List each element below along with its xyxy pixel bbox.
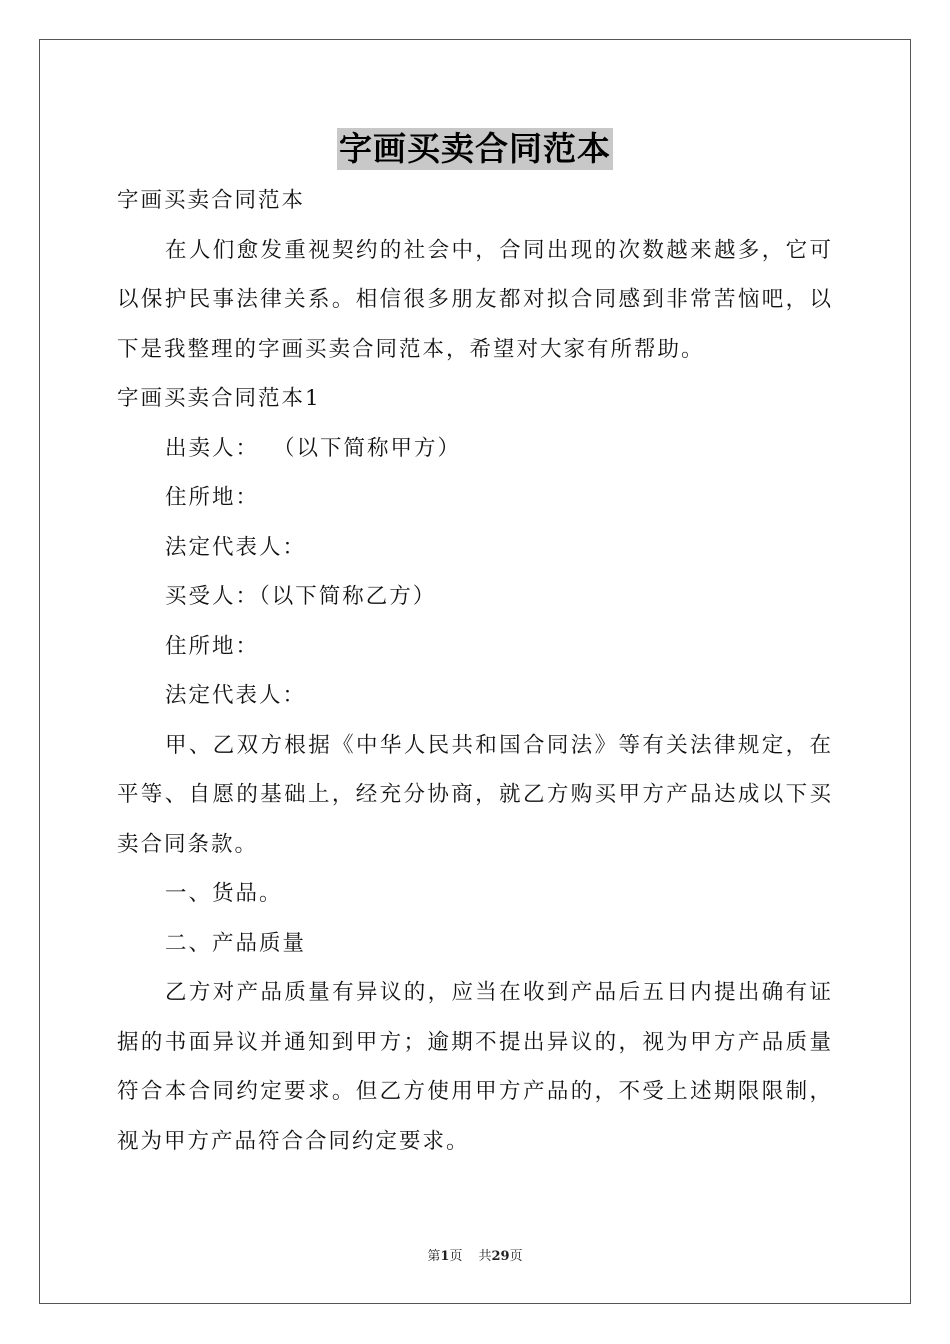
buyer-representative: 法定代表人： [165,683,307,708]
quality-paragraph: 乙方对产品质量有异议的，应当在收到产品后五日内提出确有证据的书面异议并通知到甲方；逾期不提出异议的，视为甲方产品质量符合本合同约定要求。但乙方使用甲方产品的，不受上述期限限制，视为甲方产品符合合同约定要求。 [117,980,833,1154]
title-container [0,128,950,170]
total-prefix: 共 [478,1249,492,1264]
page-total: 29 [491,1249,510,1264]
seller-label: 出卖人： [165,435,260,461]
document-subtitle: 字画买卖合同范本 [117,188,306,213]
buyer-line [117,572,833,622]
preamble-paragraph: 甲、乙双方根据《中华人民共和国合同法》等有关法律规定，在平等、自愿的基础上，经充分协商，就乙方购买甲方产品达成以下买卖合同条款。 [117,732,833,857]
clause-goods: 一、货品。 [165,881,283,906]
seller-representative: 法定代表人： [165,534,307,560]
document-body [117,176,833,1166]
page-current: 1 [440,1249,450,1264]
seller-suffix: （以下简称甲方） [273,435,462,461]
document-title: 字画买卖合同范本 [339,129,611,168]
page-prefix: 第 [427,1249,441,1264]
intro-paragraph: 在人们愈发重视契约的社会中，合同出现的次数越来越多，它可以保护民事法律关系。相信很多朋友都对拟合同感到非常苦恼吧，以下是我整理的字画买卖合同范本，希望对大家有所帮助。 [117,237,833,362]
section-heading: 字画买卖合同范本1 [117,386,321,411]
page-footer [0,1248,950,1266]
buyer-label: 买受人： [165,584,260,609]
buyer-address: 住所地： [165,633,260,659]
seller-line [117,424,833,474]
clause-quality-heading: 二、产品质量 [165,930,307,956]
page-suffix: 页 [449,1249,463,1264]
seller-address: 住所地： [165,485,260,510]
total-suffix: 页 [509,1249,523,1264]
buyer-suffix: （以下简称乙方） [259,584,437,609]
